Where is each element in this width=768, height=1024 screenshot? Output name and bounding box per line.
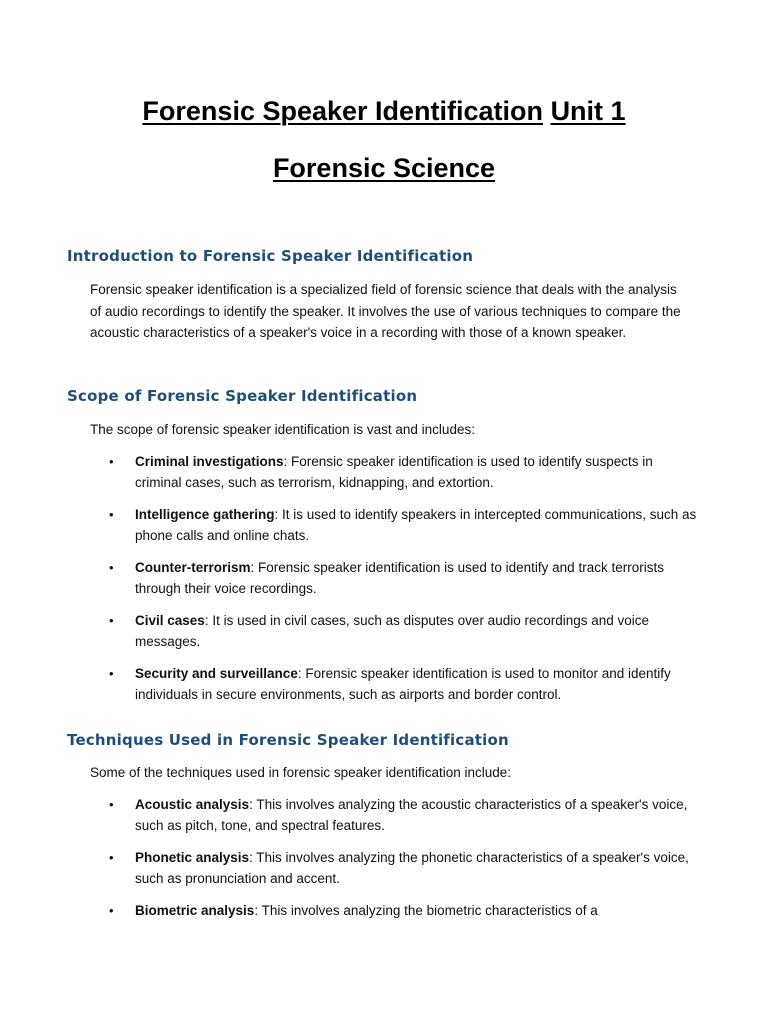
list-item-term: Security and surveillance bbox=[135, 666, 298, 681]
bullet-icon: • bbox=[109, 560, 114, 575]
list-item bbox=[107, 451, 697, 493]
bullet-icon: • bbox=[109, 666, 114, 681]
document-title-line-2 bbox=[0, 153, 768, 184]
list-item-text: : This involves analyzing the acoustic characteristics of a speaker's voice, such as pitch, tone, and spectral features. bbox=[135, 797, 688, 833]
techniques-intro-paragraph: Some of the techniques used in forensic speaker identification include: bbox=[90, 765, 512, 780]
bullet-icon: • bbox=[109, 797, 114, 812]
list-item-text: : Forensic speaker identification is used to monitor and identify individuals in secure environments, such as airports and border control. bbox=[135, 666, 671, 702]
list-item-text: : It is used to identify speakers in intercepted communications, such as phone calls and online chats. bbox=[135, 507, 697, 543]
list-item-text: : This involves analyzing the phonetic characteristics of a speaker's voice, such as pronunciation and accent. bbox=[135, 850, 689, 886]
title-topic: Forensic Speaker Identification bbox=[142, 96, 544, 126]
bullet-icon: • bbox=[109, 507, 114, 522]
list-item-text: : It is used in civil cases, such as disputes over audio recordings and voice messages. bbox=[135, 613, 650, 649]
bullet-icon: • bbox=[109, 903, 114, 918]
list-item bbox=[107, 900, 697, 921]
list-item bbox=[107, 610, 697, 652]
list-item bbox=[107, 663, 697, 705]
section-heading-introduction: Introduction to Forensic Speaker Identification bbox=[67, 247, 474, 265]
list-item-term: Criminal investigations bbox=[135, 454, 284, 469]
list-item bbox=[107, 504, 697, 546]
list-item-term: Acoustic analysis bbox=[135, 797, 250, 812]
list-item-text: : Forensic speaker identification is used to identify and track terrorists through their voice recordings. bbox=[135, 560, 664, 596]
list-item-term: Intelligence gathering bbox=[135, 507, 275, 522]
list-item-term: Phonetic analysis bbox=[135, 850, 250, 865]
list-item-term: Biometric analysis bbox=[135, 903, 255, 918]
introduction-paragraph: Forensic speaker identification is a specialized field of forensic science that deals with the analysis of audio recordings to identify the speaker. It involves the use of various techniques to compare the acoustic characteristics of a speaker's voice in a recording with those of a known speaker. bbox=[90, 282, 681, 340]
list-item bbox=[107, 557, 697, 599]
section-heading-techniques: Techniques Used in Forensic Speaker Identification bbox=[67, 731, 509, 749]
list-item bbox=[107, 794, 697, 836]
list-item-text: : This involves analyzing the biometric characteristics of a bbox=[254, 903, 598, 918]
list-item-term: Civil cases bbox=[135, 613, 205, 628]
section-heading-scope: Scope of Forensic Speaker Identification bbox=[67, 387, 418, 405]
title-unit: Unit 1 bbox=[550, 96, 626, 126]
document-title-line-1 bbox=[0, 96, 768, 127]
title-subject: Forensic Science bbox=[272, 153, 496, 183]
list-item-term: Counter-terrorism bbox=[135, 560, 251, 575]
bullet-icon: • bbox=[109, 850, 114, 865]
bullet-icon: • bbox=[109, 613, 114, 628]
list-item bbox=[107, 847, 697, 889]
scope-intro-paragraph: The scope of forensic speaker identification is vast and includes: bbox=[90, 422, 475, 437]
list-item-text: : Forensic speaker identification is used to identify suspects in criminal cases, such as terrorism, kidnapping, and extortion. bbox=[135, 454, 653, 490]
bullet-icon: • bbox=[109, 454, 114, 469]
scope-bullet-list bbox=[107, 451, 697, 705]
techniques-bullet-list bbox=[107, 794, 697, 921]
